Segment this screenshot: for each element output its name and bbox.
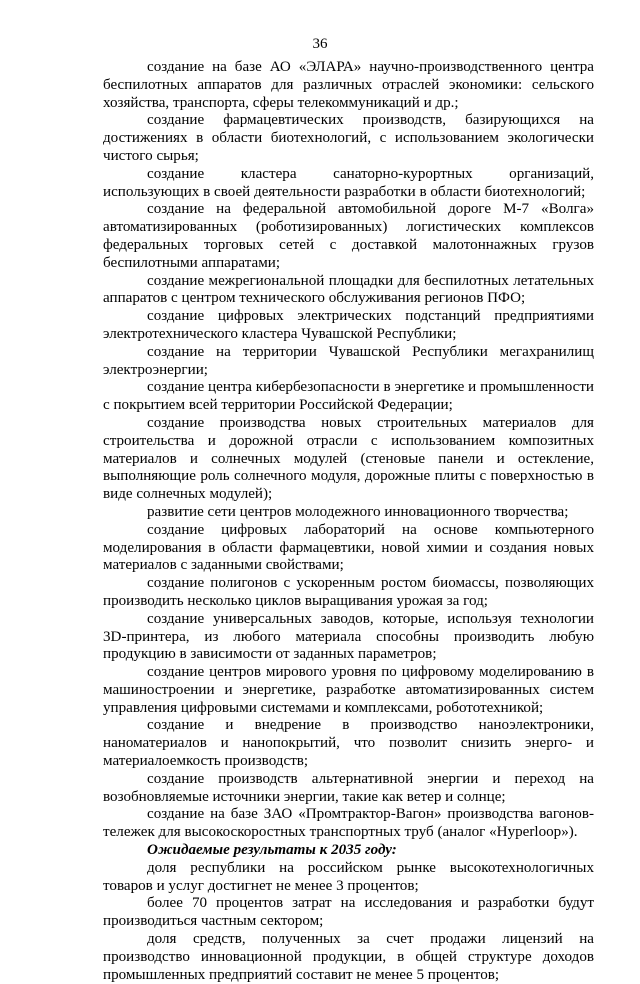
paragraph: создание цифровых лабораторий на основе компьютерного моделирования в области фармацевтики, новой химии и создания новых материалов с заданными свойствами; [103, 521, 594, 574]
paragraph: создание и внедрение в производство наноэлектроники, наноматериалов и нанопокрытий, что позволит снизить энерго- и материалоемкость производств; [103, 717, 594, 770]
paragraph: развитие сети центров молодежного инновационного творчества; [147, 503, 569, 520]
page-number: 36 [312, 36, 328, 52]
document-body [103, 59, 594, 984]
paragraph: создание центров мирового уровня по цифровому моделированию в машиностроении и энергетике, разработке автоматизированных систем управления цифровыми системами и комплексами, робототехникой; [103, 664, 594, 716]
paragraph: создание на федеральной автомобильной дороге М-7 «Волга» автоматизированных (роботизированных) логистических комплексов федеральных торговых сетей с доставкой малотоннажных грузов беспилотными аппаратами; [103, 201, 594, 271]
paragraph: создание производства новых строительных материалов для строительства и дорожной отрасли с использованием композитных материалов и солнечных модулей (стеновые панели и остекление, выполняющие роль солнечного модуля, дорожные плиты с поверхностью в виде солнечных модулей); [103, 414, 594, 503]
paragraph: создание цифровых электрических подстанций предприятиями электротехнического кластера Чувашской Республики; [103, 308, 594, 342]
paragraph: создание кластера санаторно-курортных организаций, использующих в своей деятельности разработки в области биотехнологий; [103, 165, 594, 200]
paragraph: создание межрегиональной площадки для беспилотных летательных аппаратов с центром технического обслуживания регионов ПФО; [103, 272, 594, 307]
paragraph: создание производств альтернативной энергии и переход на возобновляемые источники энергии, такие как ветер и солнце; [103, 770, 594, 805]
result-paragraph: доля республики на российском рынке высокотехнологичных товаров и услуг достигнет не менее 3 процентов; [103, 859, 594, 894]
results-heading: Ожидаемые результаты к 2035 году: [147, 842, 397, 859]
paragraph: создание полигонов с ускоренным ростом биомассы, позволяющих производить несколько циклов выращивания урожая за год; [103, 575, 594, 609]
paragraph: создание на базе ЗАО «Промтрактор-Вагон» производства вагонов-тележек для высокоскоростных транспортных труб (аналог «Hyperloop»). [103, 806, 594, 841]
paragraph: создание на базе АО «ЭЛАРА» научно-производственного центра беспилотных аппаратов для различных отраслей экономики: сельского хозяйства, транспорта, сферы телекоммуникаций и др.; [103, 59, 594, 111]
result-paragraph: более 70 процентов затрат на исследования и разработки будут производиться частным сектором; [103, 895, 594, 930]
paragraph: создание универсальных заводов, которые, используя технологии 3D-принтера, из любого материала способны производить любую продукцию в зависимости от заданных параметров; [103, 610, 594, 663]
result-paragraph: доля средств, полученных за счет продажи лицензий на производство инновационной продукции, в общей структуре доходов промышленных предприятий составит не менее 5 процентов; [103, 931, 594, 983]
paragraph: создание центра кибербезопасности в энергетике и промышленности с покрытием всей территории Российской Федерации; [103, 379, 594, 414]
paragraph: создание на территории Чувашской Республики мегахранилищ электроэнергии; [103, 343, 594, 378]
paragraph: создание фармацевтических производств, базирующихся на достижениях в области биотехнологий, с использованием экологически чистого сырья; [103, 112, 594, 164]
